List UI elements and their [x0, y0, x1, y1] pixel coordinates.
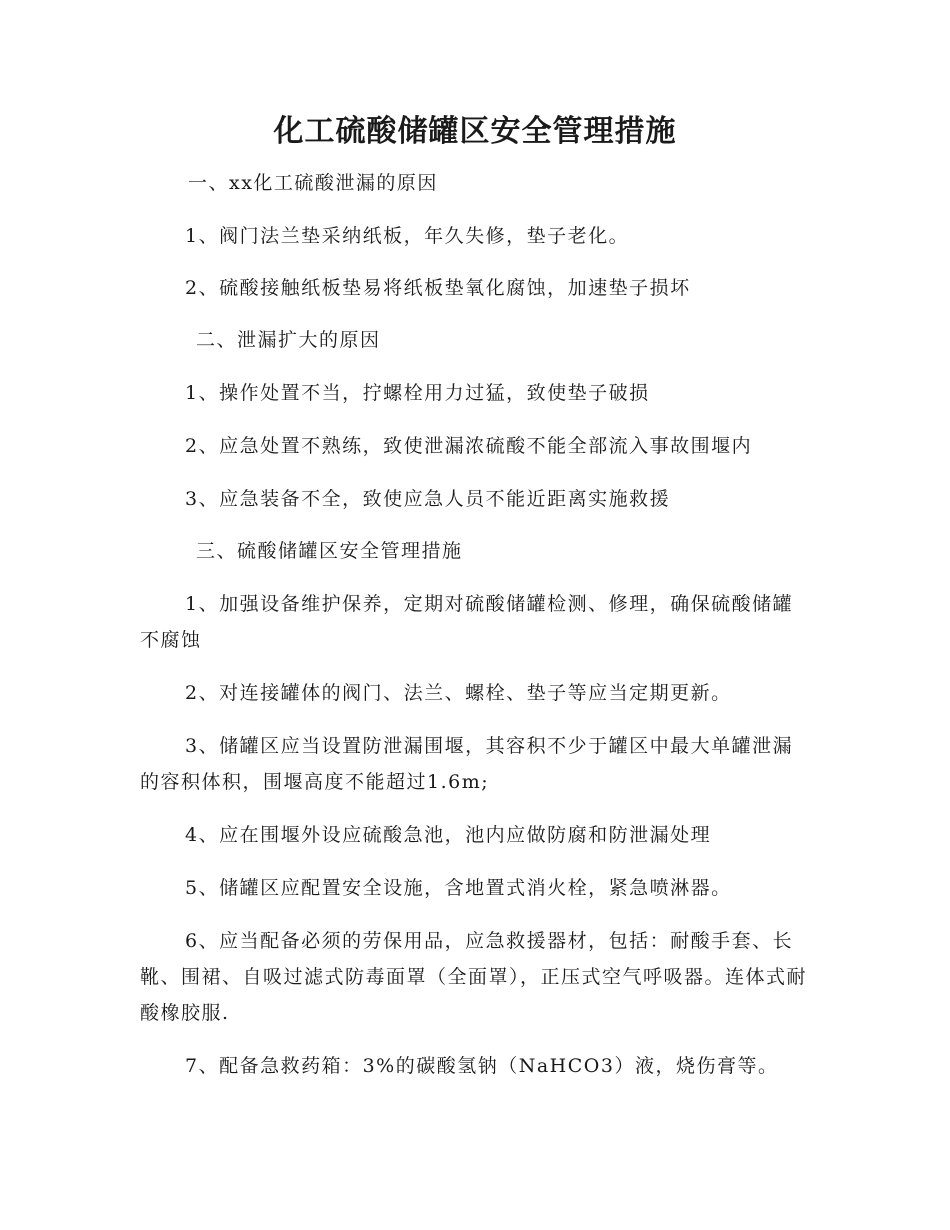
paragraph: 2、对连接罐体的阀门、法兰、螺栓、垫子等应当定期更新。 — [185, 682, 732, 704]
paragraph: 4、应在围堰外设应硫酸急池，池内应做防腐和防泄漏处理 — [185, 824, 712, 846]
paragraph: 2、应急处置不熟练，致使泄漏浓硫酸不能全部流入事故围堰内 — [185, 435, 753, 457]
paragraph: 6、应当配备必须的劳保用品，应急救援器材，包括：耐酸手套、长靴、围裙、自吸过滤式防毒面罩（全面罩），正压式空气呼吸器。连体式耐酸橡胶服. — [140, 930, 808, 1024]
paragraph: 1、操作处置不当，拧螺栓用力过猛，致使垫子破损 — [185, 382, 650, 404]
section-heading-2: 二、泄漏扩大的原因 — [196, 329, 381, 351]
paragraph: 5、储罐区应配置安全设施，含地置式消火栓，紧急喷淋器。 — [185, 877, 732, 899]
paragraph: 1、阀门法兰垫采纳纸板，年久失修，垫子老化。 — [185, 225, 630, 247]
paragraph: 3、储罐区应当设置防泄漏围堰，其容积不少于罐区中最大单罐泄漏的容积体积，围堰高度不能超过1.6m; — [140, 735, 794, 793]
paragraph: 1、加强设备维护保养，定期对硫酸储罐检测、修理，确保硫酸储罐不腐蚀 — [140, 593, 794, 651]
paragraph: 7、配备急救药箱：3%的碳酸氢钠（NaHCO3）液，烧伤膏等。 — [185, 1055, 779, 1077]
section-heading-1: 一、xx化工硫酸泄漏的原因 — [188, 172, 438, 194]
section-heading-3: 三、硫酸储罐区安全管理措施 — [196, 540, 463, 562]
paragraph: 3、应急装备不全，致使应急人员不能近距离实施救援 — [185, 488, 671, 510]
document-title: 化工硫酸储罐区安全管理措施 — [273, 114, 677, 149]
paragraph: 2、硫酸接触纸板垫易将纸板垫氧化腐蚀，加速垫子损坏 — [185, 277, 691, 299]
